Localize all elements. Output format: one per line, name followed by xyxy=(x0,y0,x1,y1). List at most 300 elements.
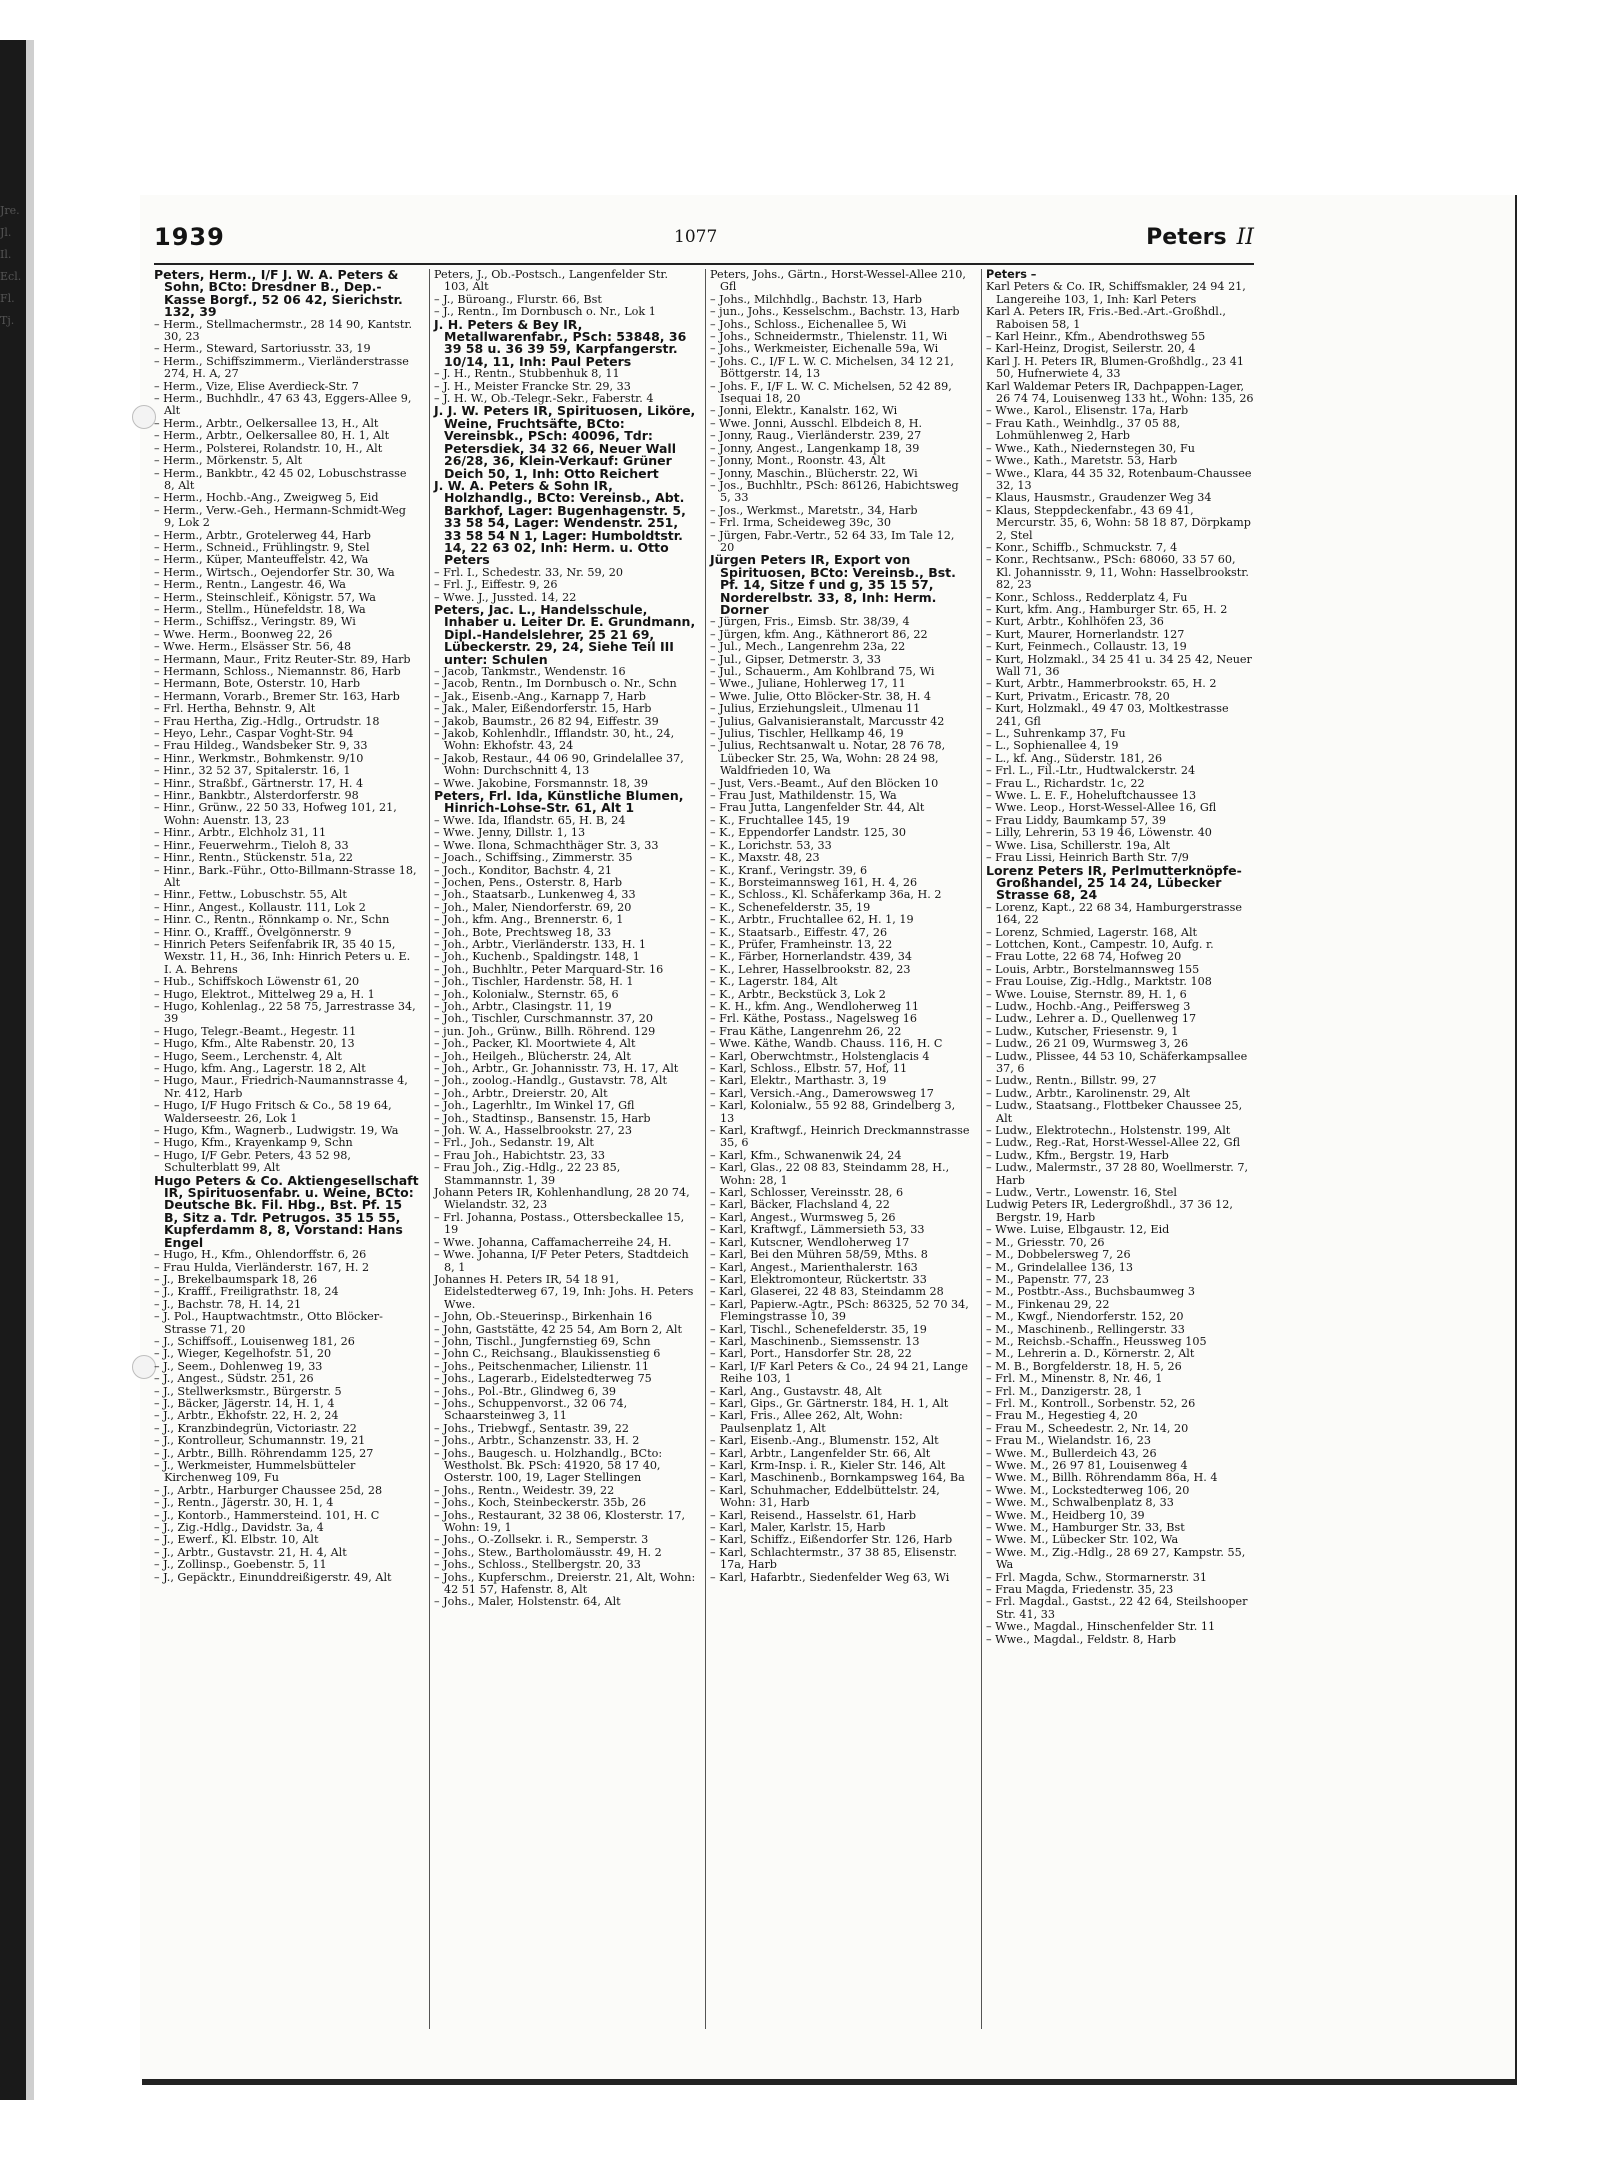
directory-entry: – Herm., Buchhdlr., 47 63 43, Eggers-Allee 9, Alt xyxy=(154,392,412,418)
directory-entry: – Joh., Stadtinsp., Bansenstr. 15, Harb xyxy=(434,1111,651,1125)
directory-entry: – Frau Käthe, Langenrehm 26, 22 xyxy=(710,1024,902,1038)
directory-entry: – Jos., Werkmst., Maretstr., 34, Harb xyxy=(710,503,918,517)
directory-entry: – Wwe. Louise, Sternstr. 89, H. 1, 6 xyxy=(986,987,1187,1001)
directory-entry: – Hugo, Kohlenlag., 22 58 75, Jarrestrasse 34, 39 xyxy=(154,999,416,1026)
directory-entry: – Konr., Schloss., Redderplatz 4, Fu xyxy=(986,590,1188,604)
directory-entry: – Hinr., Fettw., Lobuschstr. 55, Alt xyxy=(154,888,347,902)
directory-entry: – M., Finkenau 29, 22 xyxy=(986,1297,1110,1311)
directory-entry: – Frau Liddy, Baumkamp 57, 39 xyxy=(986,813,1167,827)
directory-firm-entry: Peters, Herm., I/F J. W. A. Peters & Sohn, BCto: Dresdner B., Dep.-Kasse Borgf., 52 06 42, Sierichstr. 132, 39 xyxy=(154,269,403,320)
directory-entry: – Ludw., Staatsang., Flottbeker Chaussee 25, Alt xyxy=(986,1099,1243,1125)
directory-entry: – M., Reichsb.-Schaffn., Heussweg 105 xyxy=(986,1334,1207,1348)
directory-entry: – Ludw., Arbtr., Karolinenstr. 29, Alt xyxy=(986,1086,1190,1100)
directory-firm-entry: Jürgen Peters IR, Export von Spirituosen, BCto: Vereinsb., Bst. Pf. 14, Sitze f und g, 35 15 57, Norderelbstr. 33, 8, Inh: Herm. Dorner xyxy=(710,552,956,617)
directory-entry: – Joh., Arbtr., Gr. Johannisstr. 73, H. 17, Alt xyxy=(434,1062,679,1075)
page-number: 1077 xyxy=(674,227,718,247)
directory-entry: – Karl, Elektr., Marthastr. 3, 19 xyxy=(710,1074,887,1088)
directory-entry: – Karl, Maschinenb., Bornkampsweg 164, Ba xyxy=(710,1471,965,1485)
directory-entry: – Frau Hulda, Vierländerstr. 167, H. 2 xyxy=(154,1260,370,1274)
directory-entry: – Frl. Magdal., Gastst., 22 42 64, Steilshooper Str. 41, 33 xyxy=(986,1595,1248,1621)
directory-entry: – Kurt, Maurer, Hornerlandstr. 127 xyxy=(986,627,1185,641)
directory-entry: – Frau Just, Mathildenstr. 15, Wa xyxy=(710,789,897,803)
directory-entry: – Joh., Lagerhltr., Im Winkel 17, Gfl xyxy=(434,1099,635,1113)
punch-hole-icon xyxy=(132,405,156,429)
column-2 xyxy=(429,269,696,2029)
directory-entry: – Herm., Rentn., Langestr. 46, Wa xyxy=(154,578,346,592)
directory-entry: – Joh., Arbtr., Clasingstr. 11, 19 xyxy=(434,999,612,1013)
directory-entry: – Wwe. M., Lübecker Str. 102, Wa xyxy=(986,1533,1179,1547)
directory-entry: – Hub., Schiffskoch Löwenstr 61, 20 xyxy=(154,975,360,989)
directory-entry: – Kurt, kfm. Ang., Hamburger Str. 65, H. 2 xyxy=(986,602,1228,616)
directory-entry: – Karl, Angest., Wurmsweg 5, 26 xyxy=(710,1210,896,1224)
directory-entry: – Frau Lotte, 22 68 74, Hofweg 20 xyxy=(986,950,1182,964)
directory-entry: – K., Lagerstr. 184, Alt xyxy=(710,975,838,989)
directory-entry: – Joach., Schiffsing., Zimmerstr. 35 xyxy=(434,851,633,865)
directory-entry: – Kurt, Arbtr., Kohlhöfen 23, 36 xyxy=(986,615,1164,629)
punch-hole-icon xyxy=(132,1355,156,1379)
directory-entry: – L., Sophienallee 4, 19 xyxy=(986,739,1119,753)
directory-entry: – Frl., Joh., Sedanstr. 19, Alt xyxy=(434,1136,594,1150)
directory-entry: – J., Arbtr., Harburger Chaussee 25d, 28 xyxy=(154,1483,383,1497)
directory-entry: – Karl, Kutscner, Wendloherweg 17 xyxy=(710,1235,910,1249)
directory-entry: – Joh., Heilgeh., Blücherstr. 24, Alt xyxy=(434,1049,631,1063)
directory-entry: – Joh., zoolog.-Handlg., Gustavstr. 78, Alt xyxy=(434,1074,667,1088)
directory-entry: – K., Lehrer, Hasselbrookstr. 82, 23 xyxy=(710,962,911,976)
directory-entry: Karl Peters & Co. IR, Schiffsmakler, 24 94 21, Langereihe 103, 1, Inh: Karl Peters xyxy=(986,280,1246,306)
directory-entry: – Karl, Tischl., Schenefelderstr. 35, 19 xyxy=(710,1322,927,1336)
directory-entry: Peters, Johs., Gärtn., Horst-Wessel-Allee 210, Gfl xyxy=(710,269,966,294)
book-binding-gutter xyxy=(26,40,34,2100)
directory-entry: – Karl, Versich.-Ang., Damerowsweg 17 xyxy=(710,1086,934,1100)
directory-entry: – Jul., Gipser, Detmerstr. 3, 33 xyxy=(710,652,881,666)
directory-entry: – Herm., Schiffsz., Veringstr. 89, Wi xyxy=(154,615,356,629)
directory-entry: – Jonny, Maschin., Blücherstr. 22, Wi xyxy=(710,466,918,480)
directory-entry: – Frl. M., Minenstr. 8, Nr. 46, 1 xyxy=(986,1372,1163,1386)
directory-entry: – Frl. Irma, Scheideweg 39c, 30 xyxy=(710,516,891,530)
directory-entry: – Jürgen, Fabr.-Vertr., 52 64 33, Im Tale 12, 20 xyxy=(710,528,955,554)
directory-entry: – Johs., Werkmeister, Eichenalle 59a, Wi xyxy=(710,342,939,356)
directory-entry: – Jonny, Raug., Vierländerstr. 239, 27 xyxy=(710,429,922,443)
directory-entry: – Wwe. J., Jussted. 14, 22 xyxy=(434,590,577,604)
directory-entry: – Karl, Kraftwgf., Heinrich Dreckmannstrasse 35, 6 xyxy=(710,1124,970,1150)
directory-entry: – Joh., Packer, Kl. Moortwiete 4, Alt xyxy=(434,1037,636,1051)
directory-entry: – Joh., Staatsarb., Lunkenweg 4, 33 xyxy=(434,888,636,902)
directory-entry: – Wwe. Johanna, Caffamacherreihe 24, H. xyxy=(434,1235,672,1249)
directory-entry: – Wwe., Kath., Maretstr. 53, Harb xyxy=(986,454,1178,468)
directory-entry: – Wwe., Magdal., Feldstr. 8, Harb xyxy=(986,1632,1177,1646)
directory-entry: – Hinr., Arbtr., Elchholz 31, 11 xyxy=(154,826,327,840)
directory-entry: – Frau M., Scheedestr. 2, Nr. 14, 20 xyxy=(986,1421,1189,1435)
directory-entry: – Heyo, Lehr., Caspar Voght-Str. 94 xyxy=(154,727,354,741)
directory-firm-entry: J. J. W. Peters IR, Spirituosen, Liköre, Weine, Fruchtsäfte, BCto: Vereinsbk., PSch: 40096, Tdr: Petersdiek, 34 32 66, Neuer Wall 26/28, 36, Klein-Verkauf: Grüner Deich 50, 1, Inh: Otto Reichert xyxy=(434,403,696,481)
directory-entry: – Wwe. Jonni, Ausschl. Elbdeich 8, H. xyxy=(710,416,923,430)
directory-entry: – Karl, Maschinenb., Siemssenstr. 13 xyxy=(710,1334,920,1348)
directory-entry: Johann Peters IR, Kohlenhandlung, 28 20 74, Wielandstr. 32, 23 xyxy=(434,1186,690,1212)
directory-entry: – Hinr., Angest., Kollaustr. 111, Lok 2 xyxy=(154,900,366,914)
directory-entry: – Johs., Triebwgf., Sentastr. 39, 22 xyxy=(434,1421,630,1435)
directory-entry: Karl Waldemar Peters IR, Dachpappen-Lager, 26 74 74, Louisenweg 133 ht., Wohn: 135, 26 xyxy=(986,379,1254,406)
directory-entry: – Herm., Polsterei, Rolandstr. 10, H., Alt xyxy=(154,441,383,455)
directory-entry: – Johs., O.-Zollsekr. i. R., Semperstr. 3 xyxy=(434,1533,649,1547)
directory-entry: – Joh., Tischler, Curschmannstr. 37, 20 xyxy=(434,1012,653,1026)
directory-entry: – Wwe. Herm., Elsässer Str. 56, 48 xyxy=(154,640,352,654)
column-heading: Peters – xyxy=(986,269,1037,281)
directory-entry: – L., kf. Ang., Süderstr. 181, 26 xyxy=(986,751,1163,765)
directory-entry: – Hinr., Straßbf., Gärtnerstr. 17, H. 4 xyxy=(154,776,364,790)
directory-entry: Karl J. H. Peters IR, Blumen-Großhdlg., 23 41 50, Hufnerwiete 4, 33 xyxy=(986,354,1244,381)
directory-entry: – Frau M., Hegestieg 4, 20 xyxy=(986,1409,1138,1423)
directory-entry: – Konr., Rechtsanw., PSch: 68060, 33 57 60, Kl. Johannisstr. 9, 11, Wohn: Hasselbrookstr. 82, 23 xyxy=(986,553,1249,592)
directory-entry: – Hugo, I/F Gebr. Peters, 43 52 98, Schulterblatt 99, Alt xyxy=(154,1148,351,1175)
directory-entry: – Ludw., Elektrotechn., Holstenstr. 199, Alt xyxy=(986,1124,1231,1138)
directory-entry: – Jacob, Tankmstr., Wendenstr. 16 xyxy=(434,665,626,678)
directory-entry: – Hinr. O., Krafff., Övelgönnerstr. 9 xyxy=(154,925,352,939)
directory-entry: – Wwe., Karol., Elisenstr. 17a, Harb xyxy=(986,404,1189,418)
directory-year: 1939 xyxy=(154,223,225,251)
directory-entry: – Ludw., 26 21 09, Wurmsweg 3, 26 xyxy=(986,1037,1189,1051)
directory-entry: – Jakob, Baumstr., 26 82 94, Eiffestr. 39 xyxy=(434,714,659,728)
directory-entry: – J. H. W., Ob.-Telegr.-Sekr., Faberstr. 4 xyxy=(434,392,654,406)
directory-entry: – K., Prüfer, Framheinstr. 13, 22 xyxy=(710,937,893,951)
directory-entry: – Wwe. Jakobine, Forsmannstr. 18, 39 xyxy=(434,776,649,790)
directory-entry: – Ludw., Lehrer a. D., Quellenweg 17 xyxy=(986,1012,1197,1026)
directory-entry: – Johs., Kupferschm., Dreierstr. 21, Alt, Wohn: 42 51 57, Hafenstr. 8, Alt xyxy=(434,1570,696,1597)
directory-entry: – J., Kontrolleur, Schumannstr. 19, 21 xyxy=(154,1434,366,1448)
directory-entry: – Kurt, Privatm., Ericastr. 78, 20 xyxy=(986,689,1170,703)
directory-entry: – J. H., Meister Francke Str. 29, 33 xyxy=(434,379,631,393)
directory-entry: – Johs., Arbtr., Schanzenstr. 33, H. 2 xyxy=(434,1434,640,1448)
directory-entry: – Herm., Schiffszimmerm., Vierländerstrasse 274, H. A, 27 xyxy=(154,354,409,381)
directory-entry: – Wwe. M., Hamburger Str. 33, Bst xyxy=(986,1521,1185,1535)
directory-entry: – Frl. M., Danzigerstr. 28, 1 xyxy=(986,1384,1143,1398)
directory-entry: – jun., Johs., Kesselschm., Bachstr. 13, Harb xyxy=(710,305,960,319)
directory-entry: – Johs., Pol.-Btr., Glindweg 6, 39 xyxy=(434,1384,617,1398)
directory-entry: – Herm., Bankbtr., 42 45 02, Lobuschstrasse 8, Alt xyxy=(154,466,407,492)
directory-entry: – Joh., Kolonialw., Sternstr. 65, 6 xyxy=(434,987,619,1001)
directory-entry: – Wwe. M., Zig.-Hdlg., 28 69 27, Kampstr. 55, Wa xyxy=(986,1545,1246,1572)
directory-entry: – Hermann, Bote, Osterstr. 10, Harb xyxy=(154,677,360,691)
directory-entry: – Johs., Schuppenvorst., 32 06 74, Schaarsteinweg 3, 11 xyxy=(434,1396,628,1423)
directory-entry: – M., Papenstr. 77, 23 xyxy=(986,1272,1110,1286)
directory-entry: – Jul., Mech., Langenrehm 23a, 22 xyxy=(710,640,906,654)
directory-entry: – Johs. F., I/F L. W. C. Michelsen, 52 42 89, Isequai 18, 20 xyxy=(710,379,952,406)
directory-entry: – Jak., Maler, Eißendorferstr. 15, Harb xyxy=(434,702,652,716)
directory-entry: – Hugo, Kfm., Wagnerb., Ludwigstr. 19, Wa xyxy=(154,1124,399,1138)
directory-entry: – Karl, Papierw.-Agtr., PSch: 86325, 52 70 34, Flemingstrasse 10, 39 xyxy=(710,1297,969,1324)
directory-entry: – Karl, Schuhmacher, Eddelbüttelstr. 24, Wohn: 31, Harb xyxy=(710,1483,940,1510)
directory-entry: – Hinr., 32 52 37, Spitalerstr. 16, 1 xyxy=(154,764,351,778)
directory-entry: – Johs., Baugesch. u. Holzhandlg., BCto: Westholst. Bk. PSch: 41920, 58 17 40, Osterstr. 100, 19, Lager Stellingen xyxy=(434,1446,663,1485)
directory-entry: – Frau Lissi, Heinrich Barth Str. 7/9 xyxy=(986,851,1189,865)
directory-entry: – Just, Vers.-Beamt., Auf den Blöcken 10 xyxy=(710,776,939,790)
directory-entry: – Hugo, Kfm., Alte Rabenstr. 20, 13 xyxy=(154,1037,355,1051)
directory-entry: – Hinr., Bark.-Führ., Otto-Billmann-Strasse 18, Alt xyxy=(154,863,417,889)
directory-entry: – Wwe. Jenny, Dillstr. 1, 13 xyxy=(434,826,586,840)
directory-entry: – Hinr., Grünw., 22 50 33, Hofweg 101, 21, Wohn: Auenstr. 13, 23 xyxy=(154,801,397,827)
directory-entry: – Frl. J., Eiffestr. 9, 26 xyxy=(434,578,558,592)
directory-entry: – Lorenz, Kapt., 22 68 34, Hamburgerstrasse 164, 22 xyxy=(986,900,1243,927)
directory-entry: – M., Kwgf., Niendorferstr. 152, 20 xyxy=(986,1310,1184,1324)
directory-entry: – Karl, Glas., 22 08 83, Steindamm 28, H., Wohn: 28, 1 xyxy=(710,1161,950,1187)
directory-entry: – J. Pol., Hauptwachtmstr., Otto Blöcker-Strasse 71, 20 xyxy=(154,1310,383,1336)
directory-firm-entry: Peters, Frl. Ida, Künstliche Blumen, Hinrich-Lohse-Str. 61, Alt 1 xyxy=(434,788,684,816)
directory-entry: – Kurt, Arbtr., Hammerbrookstr. 65, H. 2 xyxy=(986,677,1217,691)
directory-entry: – Kurt, Feinmech., Collaustr. 13, 19 xyxy=(986,640,1187,654)
directory-entry: – Wwe. Julie, Otto Blöcker-Str. 38, H. 4 xyxy=(710,689,932,703)
directory-entry: – Herm., Steinschleif., Königstr. 57, Wa xyxy=(154,590,376,604)
directory-entry: – Hugo, I/F Hugo Fritsch & Co., 58 19 64, Walderseestr. 26, Lok 1 xyxy=(154,1099,392,1125)
directory-entry: – Wwe., Kath., Niedernstegen 30, Fu xyxy=(986,441,1195,455)
directory-firm-entry: Peters, Jac. L., Handelsschule, Inhaber u. Leiter Dr. E. Grundmann, Dipl.-Handelslehrer, 25 21 69, Lübeckerstr. 29, 24, Siehe Teil III unter: Schulen xyxy=(434,601,696,667)
directory-entry: – Hugo, kfm. Ang., Lagerstr. 18 2, Alt xyxy=(154,1062,366,1075)
directory-entry: – Joh., Arbtr., Dreierstr. 20, Alt xyxy=(434,1086,608,1100)
directory-entry: – Julius, Rechtsanwalt u. Notar, 28 76 78, Lübecker Str. 25, Wa, Wohn: 28 24 98, Waldfrieden 10, Wa xyxy=(710,739,946,778)
directory-entry: – L., Suhrenkamp 37, Fu xyxy=(986,727,1126,741)
directory-entry: – Wwe. Luise, Elbgaustr. 12, Eid xyxy=(986,1223,1170,1237)
directory-entry: – Karl, Reisend., Hasselstr. 61, Harb xyxy=(710,1508,917,1522)
directory-entry: – Johs., Milchhdlg., Bachstr. 13, Harb xyxy=(710,292,922,306)
directory-entry: – K., Maxstr. 48, 23 xyxy=(710,851,820,865)
directory-entry: – Herm., Verw.-Geh., Hermann-Schmidt-Weg 9, Lok 2 xyxy=(154,503,406,530)
directory-entry: – Jochen, Pens., Osterstr. 8, Harb xyxy=(434,875,623,889)
directory-entry: – Jak., Eisenb.-Ang., Karnapp 7, Harb xyxy=(434,689,646,703)
directory-entry: – Hermann, Maur., Fritz Reuter-Str. 89, Harb xyxy=(154,652,411,666)
directory-entry: – Ludw., Reg.-Rat, Horst-Wessel-Allee 22, Gfl xyxy=(986,1136,1241,1150)
directory-entry: – Konr., Schiffb., Schmuckstr. 7, 4 xyxy=(986,540,1178,554)
directory-entry: – Wwe. M., Heidberg 10, 39 xyxy=(986,1508,1145,1522)
directory-entry: – Ludw., Hochb.-Ang., Peiffersweg 3 xyxy=(986,999,1191,1013)
directory-entry: – Ludw., Vertr., Lowenstr. 16, Stel xyxy=(986,1186,1177,1200)
directory-entry: – Julius, Erziehungsleit., Ulmenau 11 xyxy=(710,702,921,716)
directory-entry: – Joh., Maler, Niendorferstr. 69, 20 xyxy=(434,900,632,914)
running-head xyxy=(1146,225,1254,250)
directory-entry: – Frau Hertha, Zig.-Hdlg., Ortrudstr. 18 xyxy=(154,714,380,728)
directory-entry: – Wwe. Käthe, Wandb. Chauss. 116, H. C xyxy=(710,1037,943,1051)
directory-entry: – Wwe. M., Lockstedterweg 106, 20 xyxy=(986,1483,1190,1497)
directory-entry: – Hinr., Rentn., Stückenstr. 51a, 22 xyxy=(154,851,354,865)
directory-entry: – John, Ob.-Steuerinsp., Birkenhain 16 xyxy=(434,1310,653,1324)
directory-entry: – Karl, Schloss., Elbstr. 57, Hof, 11 xyxy=(710,1062,908,1075)
directory-entry: – Johs., Schloss., Stellbergstr. 20, 33 xyxy=(434,1558,641,1572)
directory-entry: Karl A. Peters IR, Fris.-Bed.-Art.-Großhdl., Raboisen 58, 1 xyxy=(986,305,1226,331)
directory-entry: – John, Tischl., Jungfernstieg 69, Schn xyxy=(434,1334,651,1348)
directory-entry: – K., Fruchtallee 145, 19 xyxy=(710,813,850,827)
directory-entry: – Frl. Hertha, Behnstr. 9, Alt xyxy=(154,702,316,716)
directory-entry: – Karl, Ang., Gustavstr. 48, Alt xyxy=(710,1384,882,1398)
directory-entry: – Karl-Heinz, Drogist, Seilerstr. 20, 4 xyxy=(986,342,1196,356)
directory-entry: – Karl, I/F Karl Peters & Co., 24 94 21, Lange Reihe 103, 1 xyxy=(710,1359,968,1386)
header-rule xyxy=(154,263,1254,265)
directory-entry: – Julius, Galvanisieranstalt, Marcusstr 42 xyxy=(710,714,945,728)
directory-entry: – Wwe. L. E. F., Hoheluftchaussee 13 xyxy=(986,789,1197,803)
directory-entry: – Frau Louise, Zig.-Hdlg., Marktstr. 108 xyxy=(986,975,1212,989)
directory-entry: Johannes H. Peters IR, 54 18 91, Eidelstedterweg 67, 19, Inh: Johs. H. Peters Wwe. xyxy=(434,1272,694,1311)
directory-entry: – Joh. W. A., Hasselbrookstr. 27, 23 xyxy=(434,1124,633,1138)
directory-entry: – Jos., Buchhltr., PSch: 86126, Habichtsweg 5, 33 xyxy=(710,478,959,505)
directory-entry: – Herm., Hochb.-Ang., Zweigweg 5, Eid xyxy=(154,491,379,505)
directory-entry: – Jürgen, kfm. Ang., Käthnerort 86, 22 xyxy=(710,627,928,641)
directory-entry: – J., Seem., Dohlenweg 19, 33 xyxy=(154,1359,323,1373)
directory-entry: – M., Maschinenb., Rellingerstr. 33 xyxy=(986,1322,1185,1336)
directory-entry: – Karl, Kfm., Schwanenwik 24, 24 xyxy=(710,1148,902,1162)
directory-entry: – J., Gepäcktr., Einunddreißigerstr. 49, Alt xyxy=(154,1570,392,1584)
directory-entry: – Frau Joh., Zig.-Hdlg., 22 23 85, Stammannstr. 1, 39 xyxy=(434,1161,621,1187)
directory-entry: – Hinr., Werkmstr., Bohmkenstr. 9/10 xyxy=(154,751,364,765)
directory-entry: – Karl, Fris., Allee 262, Alt, Wohn: Paulsenplatz 1, Alt xyxy=(710,1409,903,1435)
directory-entry: – Jonny, Angest., Langenkamp 18, 39 xyxy=(710,441,920,455)
directory-entry: – Joh., kfm. Ang., Brennerstr. 6, 1 xyxy=(434,913,624,927)
directory-entry: – K., Kranf., Veringstr. 39, 6 xyxy=(710,863,868,877)
directory-entry: – K., Lorichstr. 53, 33 xyxy=(710,838,832,852)
page-bottom-shadow xyxy=(142,2079,1517,2085)
directory-entry: – K., Staatsarb., Eiffestr. 47, 26 xyxy=(710,925,888,939)
directory-entry: – Johs., Stew., Bartholomäusstr. 49, H. 2 xyxy=(434,1545,662,1559)
directory-entry: – Karl, Kolonialw., 55 92 88, Grindelberg 3, 13 xyxy=(710,1099,956,1125)
directory-entry: – M., Lehrerin a. D., Körnerstr. 2, Alt xyxy=(986,1347,1195,1361)
directory-entry: – Julius, Tischler, Hellkamp 46, 19 xyxy=(710,727,904,741)
directory-entry: – Karl, Krm-Insp. i. R., Kieler Str. 146, Alt xyxy=(710,1459,946,1472)
directory-entry: – Ludw., Kutscher, Friesenstr. 9, 1 xyxy=(986,1024,1179,1038)
directory-entry: – Karl, Gips., Gr. Gärtnerstr. 184, H. 1, Alt xyxy=(710,1396,949,1410)
directory-entry: – Wwe. Lisa, Schillerstr. 19a, Alt xyxy=(986,838,1170,852)
directory-entry: – Joh., Kuchenb., Spaldingstr. 148, 1 xyxy=(434,950,640,964)
directory-firm-entry: Hugo Peters & Co. Aktiengesellschaft IR, Spirituosenfabr. u. Weine, BCto: Deutsche Bk. Fil. Hbg., Bst. Pf. 15 B, Sitz a. Tdr. Petrugos. 35 15 55, Kupferdamm 8, 8, Vorstand: Hans Engel xyxy=(154,1172,419,1250)
directory-entry: – J., Angest., Südstr. 251, 26 xyxy=(154,1372,314,1386)
directory-entry: – Jonni, Elektr., Kanalstr. 162, Wi xyxy=(710,404,898,418)
directory-entry: – Frau L., Richardstr. 1c, 22 xyxy=(986,776,1145,790)
directory-entry: – John C., Reichsang., Blaukissenstieg 6 xyxy=(434,1347,661,1361)
directory-entry: – Herm., Schneid., Frühlingstr. 9, Stel xyxy=(154,540,370,554)
directory-entry: – Wwe. M., Billh. Röhrendamm 86a, H. 4 xyxy=(986,1471,1218,1485)
directory-entry: – Louis, Arbtr., Borstelmannsweg 155 xyxy=(986,962,1200,976)
directory-entry: – Karl, Kraftwgf., Lämmersieth 53, 33 xyxy=(710,1223,925,1237)
directory-entry: – Frl. M., Kontroll., Sorbenstr. 52, 26 xyxy=(986,1396,1196,1410)
directory-entry: – Wwe. M., 26 97 81, Louisenweg 4 xyxy=(986,1459,1188,1472)
directory-entry: Peters, J., Ob.-Postsch., Langenfelder Str. 103, Alt xyxy=(434,269,668,294)
directory-entry: – Herm., Stellm., Hünefeldstr. 18, Wa xyxy=(154,602,366,616)
directory-entry: – Kurt, Holzmakl., 34 25 41 u. 34 25 42, Neuer Wall 71, 36 xyxy=(986,652,1252,678)
directory-entry: – J., Brekelbaumspark 18, 26 xyxy=(154,1272,318,1286)
directory-entry: – Hermann, Schloss., Niemannstr. 86, Harb xyxy=(154,665,401,678)
directory-entry: – Wwe. M., Schwalbenplatz 8, 33 xyxy=(986,1496,1174,1510)
directory-entry: – J., Schiffsoff., Louisenweg 181, 26 xyxy=(154,1334,355,1348)
directory-entry: – Klaus, Steppdeckenfabr., 43 69 41, Mercurstr. 35, 6, Wohn: 58 18 87, Dörpkamp 2, Stel xyxy=(986,503,1251,542)
directory-entry: – Herm., Wirtsch., Oejendorfer Str. 30, Wa xyxy=(154,565,395,579)
directory-entry: – Johs., Schneidermstr., Thielenstr. 11, Wi xyxy=(710,330,948,344)
directory-entry: – M., Dobbelersweg 7, 26 xyxy=(986,1248,1131,1262)
directory-entry: – J., Werkmeister, Hummelsbütteler Kirchenweg 109, Fu xyxy=(154,1459,356,1485)
column-4 xyxy=(981,269,1254,2029)
directory-entry: – M., Postbtr.-Ass., Buchsbaumweg 3 xyxy=(986,1285,1195,1299)
directory-entry: – Ludw., Kfm., Bergstr. 19, Harb xyxy=(986,1148,1169,1162)
directory-entry: – Hermann, Vorarb., Bremer Str. 163, Harb xyxy=(154,689,400,703)
directory-entry: – J., Krafff., Freiligrathstr. 18, 24 xyxy=(154,1285,339,1299)
directory-firm-entry: J. W. A. Peters & Sohn IR, Holzhandlg., BCto: Vereinsb., Abt. Barkhof, Lager: Bugenhagenstr. 5, 33 58 54, Lager: Wendenstr. 251, 33 58 54 N 1, Lager: Humboldtstr. 14, 22 63 02, Inh: Herm. u. Otto Peters xyxy=(434,477,686,568)
directory-entry: – Hinrich Peters Seifenfabrik IR, 35 40 15, Wexstr. 11, H., 36, Inh: Hinrich Peters u. E. I. A. Behrens xyxy=(154,937,411,976)
directory-entry: – Lottchen, Kont., Campestr. 10, Aufg. r. xyxy=(986,937,1214,951)
directory-entry: – K., Borsteimannsweg 161, H. 4, 26 xyxy=(710,875,918,889)
directory-entry: – Herm., Steward, Sartoriusstr. 33, 19 xyxy=(154,342,371,356)
directory-entry: – Hugo, Maur., Friedrich-Naumannstrasse 4, Nr. 412, Harb xyxy=(154,1074,408,1100)
directory-entry: – Joh., Arbtr., Vierländerstr. 133, H. 1 xyxy=(434,937,647,951)
directory-entry: – Johs., Peitschenmacher, Lilienstr. 11 xyxy=(434,1359,650,1373)
directory-entry: – J., Arbtr., Gustavstr. 21, H. 4, Alt xyxy=(154,1545,347,1559)
directory-entry: – Karl, Hafarbtr., Siedenfelder Weg 63, Wi xyxy=(710,1570,950,1584)
directory-entry: – Hugo, Elektrot., Mittelweg 29 a, H. 1 xyxy=(154,987,375,1001)
directory-entry: – M., Grindelallee 136, 13 xyxy=(986,1260,1134,1274)
directory-entry: – Hugo, Telegr.-Beamt., Hegestr. 11 xyxy=(154,1024,357,1038)
directory-firm-entry: J. H. Peters & Bey IR, Metallwarenfabr., PSch: 53848, 36 39 58 u. 36 39 59, Karpfangerstr. 10/14, 11, Inh: Paul Peters xyxy=(434,316,687,369)
directory-entry: – K., Färber, Hornerlandstr. 439, 34 xyxy=(710,950,913,964)
directory-entry: – Klaus, Hausmstr., Graudenzer Weg 34 xyxy=(986,491,1212,505)
directory-entry: – Frau Hildeg., Wandsbeker Str. 9, 33 xyxy=(154,739,368,753)
directory-columns xyxy=(154,269,1254,2029)
page-header xyxy=(154,223,1254,263)
directory-entry: – J., Wieger, Kegelhofstr. 51, 20 xyxy=(154,1347,332,1361)
directory-entry: – J., Rentn., Im Dornbusch o. Nr., Lok 1 xyxy=(434,305,656,319)
directory-entry: – Frl. L., Fil.-Ltr., Hudtwalckerstr. 24 xyxy=(986,764,1196,778)
directory-entry: – Johs., Koch, Steinbeckerstr. 35b, 26 xyxy=(434,1496,646,1510)
directory-entry: – Jakob, Kohlenhdlr., Ifflandstr. 30, ht., 24, Wohn: Ekhofstr. 43, 24 xyxy=(434,727,675,753)
directory-entry: – J., Büroang., Flurstr. 66, Bst xyxy=(434,292,602,306)
directory-entry: – Karl, Glaserei, 22 48 83, Steindamm 28 xyxy=(710,1285,944,1299)
directory-entry: – Karl, Eisenb.-Ang., Blumenstr. 152, Alt xyxy=(710,1434,939,1448)
directory-entry: – Jacob, Rentn., Im Dornbusch o. Nr., Schn xyxy=(434,677,677,691)
volume-number: II xyxy=(1236,225,1254,250)
directory-entry: – Karl, Schlosser, Vereinsstr. 28, 6 xyxy=(710,1186,904,1200)
directory-entry: – Wwe. Ilona, Schmachthäger Str. 3, 33 xyxy=(434,838,659,852)
directory-entry: – Karl, Oberwchtmstr., Holstenglacis 4 xyxy=(710,1049,930,1063)
directory-entry: – J., Zig.-Hdlg., Davidstr. 3a, 4 xyxy=(154,1521,324,1535)
directory-entry: – Wwe., Juliane, Hohlerweg 17, 11 xyxy=(710,677,906,691)
directory-entry: – Ludw., Rentn., Billstr. 99, 27 xyxy=(986,1074,1157,1088)
directory-entry: – Wwe., Klara, 44 35 32, Rotenbaum-Chaussee 32, 13 xyxy=(986,466,1252,492)
binding-margin-text: Jre. Jl. Il. Ecl. Fl. Tj. xyxy=(0,204,22,327)
directory-entry: – J., Kontorb., Hammersteind. 101, H. C xyxy=(154,1508,380,1522)
column-3 xyxy=(705,269,972,2029)
directory-entry: – Wwe. Leop., Horst-Wessel-Allee 16, Gfl xyxy=(986,801,1217,815)
directory-entry: – Karl, Arbtr., Langenfelder Str. 66, Alt xyxy=(710,1446,931,1460)
directory-entry: – J., Rentn., Jägerstr. 30, H. 1, 4 xyxy=(154,1496,334,1510)
directory-entry: – Joch., Konditor, Bachstr. 4, 21 xyxy=(434,863,613,877)
directory-entry: – Herm., Arbtr., Oelkersallee 13, H., Alt xyxy=(154,416,379,430)
directory-entry: – M. B., Borgfelderstr. 18, H. 5, 26 xyxy=(986,1359,1182,1373)
directory-entry: – Jürgen, Fris., Eimsb. Str. 38/39, 4 xyxy=(710,615,910,629)
directory-entry: – Frl. I., Schedestr. 33, Nr. 59, 20 xyxy=(434,565,623,579)
directory-entry: – J., Bäcker, Jägerstr. 14, H. 1, 4 xyxy=(154,1396,335,1410)
directory-entry: – Herm., Mörkenstr. 5, Alt xyxy=(154,454,303,468)
directory-entry: – Johs., Lagerarb., Eidelstedterweg 75 xyxy=(434,1372,652,1386)
directory-firm-entry: Lorenz Peters IR, Perlmutterknöpfe-Großhandel, 25 14 24, Lübecker Strasse 68, 24 xyxy=(986,862,1242,903)
directory-entry: – Karl, Schlachtermstr., 37 38 85, Elisenstr. 17a, Harb xyxy=(710,1545,957,1572)
directory-entry: – Ludw., Plissee, 44 53 10, Schäferkampsallee 37, 6 xyxy=(986,1049,1248,1075)
directory-entry: – Joh., Bote, Prechtsweg 18, 33 xyxy=(434,925,612,939)
directory-entry: – Karl, Schiffz., Eißendorfer Str. 126, Harb xyxy=(710,1533,953,1547)
directory-entry: – J., Stellwerksmstr., Bürgerstr. 5 xyxy=(154,1384,342,1398)
directory-entry: – K., Schloss., Kl. Schäferkamp 36a, H. 2 xyxy=(710,888,942,902)
directory-entry: – J. H., Rentn., Stubbenhuk 8, 11 xyxy=(434,367,620,381)
directory-entry: – Herm., Küper, Manteuffelstr. 42, Wa xyxy=(154,553,369,567)
directory-entry: Ludwig Peters IR, Ledergroßhdl., 37 36 12, Bergstr. 19, Harb xyxy=(986,1198,1233,1224)
directory-entry: – Jul., Schauerm., Am Kohlbrand 75, Wi xyxy=(710,665,935,678)
directory-entry: – Karl, Maler, Karlstr. 15, Harb xyxy=(710,1521,886,1535)
directory-entry: – J., Bachstr. 78, H. 14, 21 xyxy=(154,1297,302,1311)
directory-entry: – K., Schenefelderstr. 35, 19 xyxy=(710,900,871,914)
directory-entry: – jun. Joh., Grünw., Billh. Röhrend. 129 xyxy=(434,1024,656,1038)
directory-entry: – Johs., Restaurant, 32 38 06, Klosterstr. 17, Wohn: 19, 1 xyxy=(434,1508,686,1535)
directory-entry: – Hugo, Kfm., Krayenkamp 9, Schn xyxy=(154,1136,353,1150)
directory-entry: – Johs. C., I/F L. W. C. Michelsen, 34 12 21, Böttgerstr. 14, 13 xyxy=(710,354,954,381)
